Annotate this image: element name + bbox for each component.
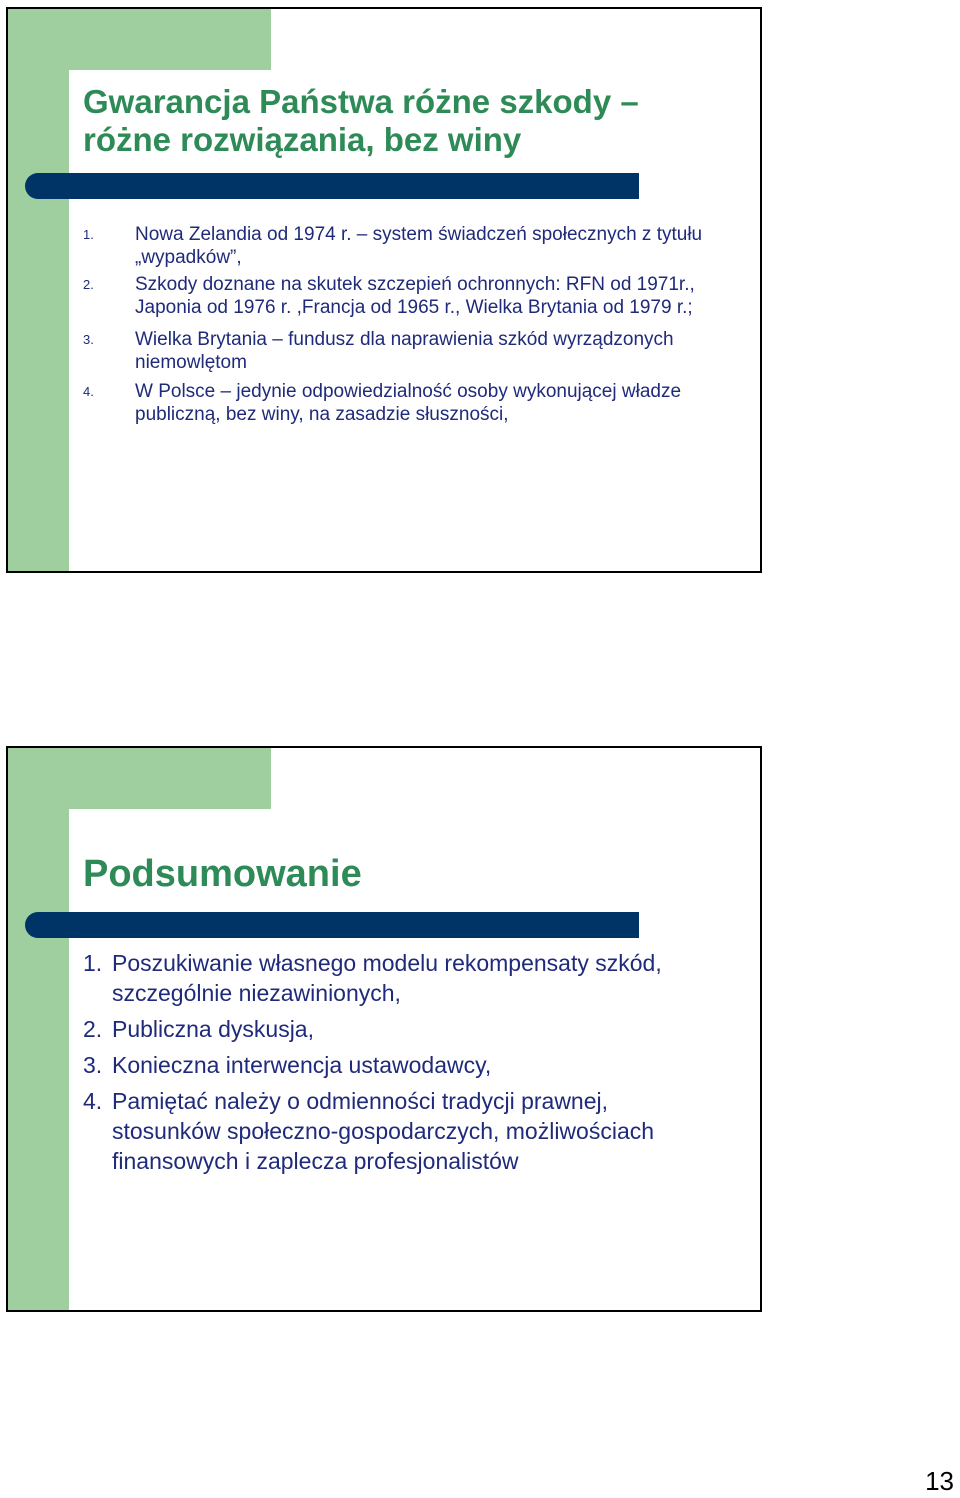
green-top-band [8,748,271,809]
item-number: 2. [83,277,94,292]
list-item [83,223,723,269]
slide-title: Gwarancja Państwa różne szkody – różne rozwiązania, bez winy [83,83,639,158]
item-number: 4. [83,384,94,399]
green-top-band [8,9,271,70]
slide-2 [6,746,762,1312]
item-text: Szkody doznane na skutek szczepień ochronnych: RFN od 1971r., Japonia od 1976 r. ,Francja od 1965 r., Wielka Brytania od 1979 r.; [135,274,695,318]
item-number: 2. [83,1016,103,1042]
item-list [83,223,723,426]
item-text: W Polsce – jedynie odpowiedzialność osoby wykonującej władze publiczną, bez winy, na zasadzie słuszności, [135,381,682,425]
list-item [83,380,723,426]
item-text: Poszukiwanie własnego modelu rekompensaty szkód, szczególnie niezawinionych, [112,950,662,1006]
slide-1 [6,7,762,573]
item-number: 3. [83,332,94,347]
page-number: 13 [925,1466,954,1496]
item-number: 4. [83,1088,103,1114]
title-underline-bar [25,912,639,938]
item-text: Wielka Brytania – fundusz dla naprawienia szkód wyrządzonych niemowlętom [135,329,674,373]
item-text: Konieczna interwencja ustawodawcy, [112,1052,492,1078]
green-side-band [8,748,69,1310]
title-underline-bar [25,173,639,199]
list-item [83,273,723,319]
item-list [83,948,723,1176]
green-side-band [8,9,69,571]
list-item [83,1014,723,1044]
item-text: Publiczna dyskusja, [112,1016,314,1042]
item-number: 1. [83,227,94,242]
item-text: Nowa Zelandia od 1974 r. – system świadczeń społecznych z tytułu „wypadków”, [135,224,703,268]
item-number: 3. [83,1052,103,1078]
list-item [83,1086,723,1176]
list-item [83,328,723,374]
list-item [83,1050,723,1080]
list-item [83,948,723,1008]
item-text: Pamiętać należy o odmienności tradycji prawnej, stosunków społeczno-gospodarczych, możliwościach finansowych i zaplecza profesjonalistów [112,1088,655,1174]
item-number: 1. [83,950,103,976]
slide-title: Podsumowanie [83,853,362,895]
